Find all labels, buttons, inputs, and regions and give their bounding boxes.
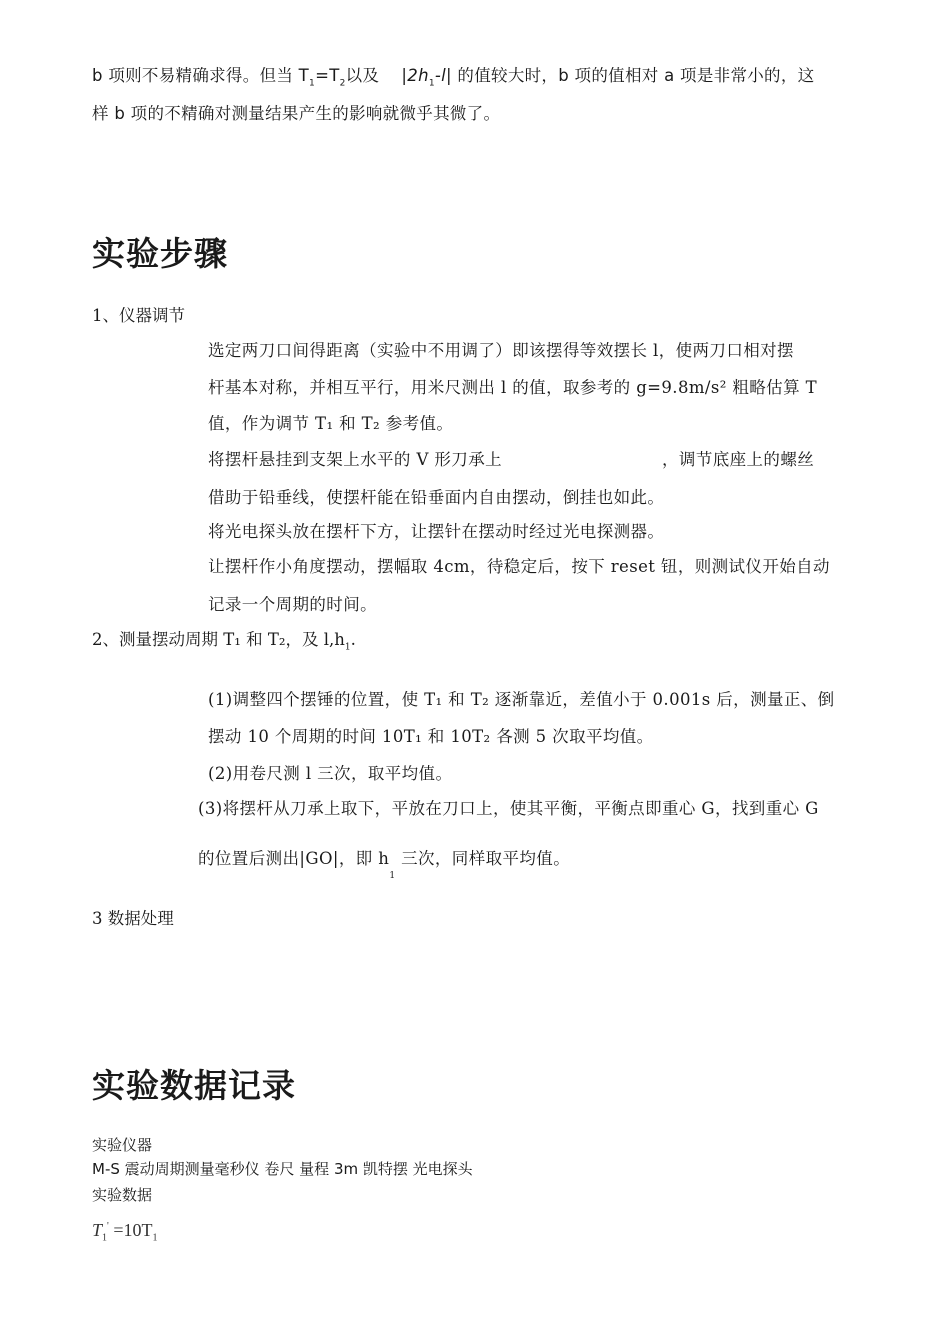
paragraph-line: 选定两刀口间得距离（实验中不用调了）即该摆得等效摆长 l，使两刀口相对摆 <box>208 341 794 360</box>
period-formula <box>92 1220 157 1244</box>
instrument-label: 实验仪器 <box>92 1136 153 1154</box>
abs-expression: -l| <box>434 66 452 85</box>
data-label: 实验数据 <box>92 1186 153 1204</box>
paragraph-text: ，调节底座上的螺丝 <box>662 450 815 469</box>
paragraph-text: 将摆杆悬挂到支架上水平的 V 形刀承上 <box>208 450 503 469</box>
section-title-steps: 实验步骤 <box>92 234 228 273</box>
intro-text: 以及 <box>345 66 380 85</box>
formula-rhs: =10T <box>113 1220 153 1240</box>
superscript: ' <box>107 1221 109 1232</box>
formula-symbol: T <box>92 1220 103 1240</box>
instrument-list: M-S 震动周期测量毫秒仪 卷尺 量程 3m 凯特摆 光电探头 <box>92 1160 473 1178</box>
paragraph-line: (3)将摆杆从刀承上取下，平放在刀口上，使其平衡，平衡点即重心 G，找到重心 G <box>198 799 819 818</box>
step-2-text: 2、测量摆动周期 T₁ 和 T₂，及 l,h <box>92 630 345 649</box>
intro-line-1 <box>92 62 814 88</box>
step-1-label: 1、仪器调节 <box>92 306 185 325</box>
intro-text: =T <box>315 66 340 85</box>
subscript: 1 <box>389 871 396 881</box>
abs-expression: |2h <box>401 66 429 85</box>
step-2-dot: . <box>350 630 356 649</box>
intro-text: b 项则不易精确求得。但当 T <box>92 66 310 85</box>
step-2-label <box>92 626 356 652</box>
subscript: 1 <box>344 642 351 653</box>
paragraph-line: 借助于铅垂线，使摆杆能在铅垂面内自由摆动，倒挂也如此。 <box>208 488 665 507</box>
paragraph-line: 摆动 10 个周期的时间 10T₁ 和 10T₂ 各测 5 次取平均值。 <box>208 727 654 746</box>
paragraph-line: 将光电探头放在摆杆下方，让摆针在摆动时经过光电探测器。 <box>208 522 665 541</box>
paragraph-text: 的位置后测出|GO|，即 h <box>198 849 390 868</box>
paragraph-line <box>198 845 570 881</box>
subscript: 1 <box>309 78 316 89</box>
paragraph-line: (1)调整四个摆锤的位置，使 T₁ 和 T₂ 逐渐靠近，差值小于 0.001s 后，测量正、倒 <box>208 690 835 709</box>
paragraph-line: 让摆杆作小角度摆动，摆幅取 4cm，待稳定后，按下 reset 钮，则测试仪开始自动 <box>208 557 830 576</box>
subscript: 1 <box>152 1232 158 1244</box>
paragraph-line: 值，作为调节 T₁ 和 T₂ 参考值。 <box>208 414 454 433</box>
subscript: 1 <box>102 1232 108 1244</box>
paragraph-line <box>208 446 814 470</box>
paragraph-line: 记录一个周期的时间。 <box>208 595 377 614</box>
step-3-label: 3 数据处理 <box>92 909 174 928</box>
intro-line-2: 样 b 项的不精确对测量结果产生的影响就微乎其微了。 <box>92 104 501 123</box>
subscript: 1 <box>428 78 435 89</box>
paragraph-text: 三次，同样取平均值。 <box>401 849 571 868</box>
paragraph-line: 杆基本对称，并相互平行，用米尺测出 l 的值，取参考的 g=9.8m/s² 粗略估算 T <box>208 378 818 397</box>
intro-text: 的值较大时，b 项的值相对 a 项是非常小的，这 <box>457 66 815 85</box>
paragraph-line: (2)用卷尺测 l 三次，取平均值。 <box>208 764 453 783</box>
section-title-data-record: 实验数据记录 <box>92 1066 296 1105</box>
subscript: 2 <box>339 78 346 89</box>
